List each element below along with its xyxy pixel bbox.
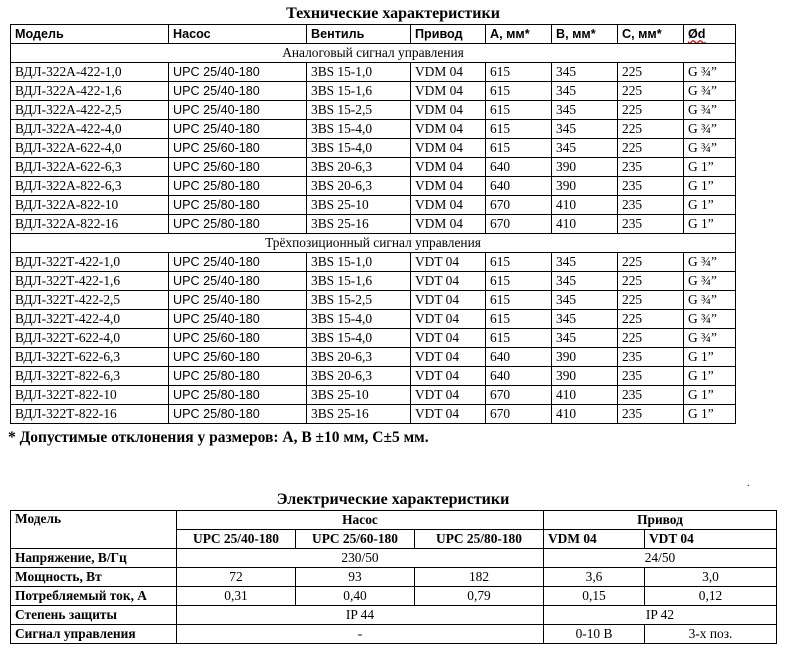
table-cell: UPC 25/60-180 <box>169 329 307 348</box>
table-cell: 235 <box>618 215 684 234</box>
table-cell: 3BS 20-6,3 <box>307 348 411 367</box>
table-cell: 345 <box>552 139 618 158</box>
table-cell: ВДЛ-322А-422-4,0 <box>11 120 169 139</box>
table-cell: UPC 25/80-180 <box>169 367 307 386</box>
table-cell: 410 <box>552 405 618 424</box>
table-cell: UPC 25/40-180 <box>169 291 307 310</box>
table-cell: 235 <box>618 386 684 405</box>
table-cell: 235 <box>618 367 684 386</box>
table-cell: 225 <box>618 139 684 158</box>
table-cell: 235 <box>618 405 684 424</box>
table-cell: VDT 04 <box>411 405 486 424</box>
elec-title: Электрические характеристики <box>276 491 510 508</box>
current-value: 0,79 <box>415 587 544 606</box>
table-cell: 615 <box>486 120 552 139</box>
col-od: Ød <box>684 25 736 44</box>
table-cell: VDT 04 <box>411 272 486 291</box>
table-cell: VDT 04 <box>411 253 486 272</box>
table-cell: 345 <box>552 329 618 348</box>
table-cell: VDM 04 <box>411 82 486 101</box>
table-row <box>11 139 736 158</box>
current-value: 0,31 <box>177 587 296 606</box>
section-label: Трёхпозиционный сигнал управления <box>11 234 736 253</box>
table-cell: ВДЛ-322А-622-4,0 <box>11 139 169 158</box>
table-cell: UPC 25/40-180 <box>169 101 307 120</box>
table-row <box>11 348 736 367</box>
voltage-label: Напряжение, В/Гц <box>11 549 177 568</box>
elec-pump-label: Насос <box>177 511 544 530</box>
table-cell: 615 <box>486 101 552 120</box>
table-cell: ВДЛ-322Т-822-6,3 <box>11 367 169 386</box>
table-cell: VDT 04 <box>411 310 486 329</box>
table-cell: 3BS 25-10 <box>307 196 411 215</box>
table-cell: 3BS 20-6,3 <box>307 158 411 177</box>
table-row <box>11 386 736 405</box>
signal-label: Сигнал управления <box>11 625 177 644</box>
col-drive: Привод <box>411 25 486 44</box>
table-cell: VDT 04 <box>411 367 486 386</box>
table-cell: 225 <box>618 82 684 101</box>
stray-mark: . <box>747 478 750 489</box>
table-cell: UPC 25/60-180 <box>169 348 307 367</box>
section-label: Аналоговый сигнал управления <box>11 44 736 63</box>
table-cell: 3BS 15-4,0 <box>307 310 411 329</box>
protection-label: Степень защиты <box>11 606 177 625</box>
signal-pump: - <box>177 625 544 644</box>
table-cell: G 1” <box>684 405 736 424</box>
voltage-drive: 24/50 <box>544 549 777 568</box>
table-cell: 615 <box>486 139 552 158</box>
elec-pump-3: UPC 25/80-180 <box>415 530 544 549</box>
table-cell: 670 <box>486 215 552 234</box>
table-cell: 670 <box>486 405 552 424</box>
table-cell: 390 <box>552 177 618 196</box>
elec-pump-2: UPC 25/60-180 <box>296 530 415 549</box>
power-row <box>11 568 777 587</box>
table-cell: 235 <box>618 348 684 367</box>
table-cell: G 1” <box>684 158 736 177</box>
table-cell: G ¾” <box>684 139 736 158</box>
table-cell: 640 <box>486 158 552 177</box>
table-cell: ВДЛ-322Т-422-1,0 <box>11 253 169 272</box>
table-cell: 3BS 15-4,0 <box>307 120 411 139</box>
tech-header-row <box>11 25 736 44</box>
table-cell: 410 <box>552 215 618 234</box>
table-cell: 345 <box>552 310 618 329</box>
table-cell: G ¾” <box>684 310 736 329</box>
table-cell: ВДЛ-322А-622-6,3 <box>11 158 169 177</box>
table-cell: ВДЛ-322Т-622-4,0 <box>11 329 169 348</box>
table-row <box>11 158 736 177</box>
table-cell: 390 <box>552 348 618 367</box>
table-row <box>11 196 736 215</box>
table-cell: G 1” <box>684 386 736 405</box>
table-cell: 225 <box>618 63 684 82</box>
table-cell: 410 <box>552 196 618 215</box>
table-cell: 225 <box>618 310 684 329</box>
table-cell: ВДЛ-322Т-622-6,3 <box>11 348 169 367</box>
table-row <box>11 215 736 234</box>
table-cell: VDM 04 <box>411 120 486 139</box>
col-pump: Насос <box>169 25 307 44</box>
table-cell: ВДЛ-322А-422-2,5 <box>11 101 169 120</box>
table-cell: VDM 04 <box>411 215 486 234</box>
elec-drive-2: VDT 04 <box>645 530 777 549</box>
protection-row <box>11 606 777 625</box>
power-value: 182 <box>415 568 544 587</box>
table-row <box>11 253 736 272</box>
table-cell: 3BS 15-4,0 <box>307 329 411 348</box>
table-cell: 225 <box>618 253 684 272</box>
table-row <box>11 405 736 424</box>
table-cell: VDT 04 <box>411 348 486 367</box>
table-cell: G ¾” <box>684 272 736 291</box>
table-cell: 640 <box>486 367 552 386</box>
table-cell: 615 <box>486 272 552 291</box>
current-label: Потребляемый ток, А <box>11 587 177 606</box>
table-cell: 3BS 15-1,6 <box>307 272 411 291</box>
table-cell: ВДЛ-322А-822-6,3 <box>11 177 169 196</box>
voltage-pump: 230/50 <box>177 549 544 568</box>
table-row <box>11 272 736 291</box>
table-cell: UPC 25/40-180 <box>169 120 307 139</box>
elec-drive-label: Привод <box>544 511 777 530</box>
table-row <box>11 310 736 329</box>
table-cell: VDM 04 <box>411 158 486 177</box>
table-cell: VDM 04 <box>411 101 486 120</box>
table-cell: 3BS 20-6,3 <box>307 367 411 386</box>
table-cell: 410 <box>552 386 618 405</box>
table-cell: 345 <box>552 291 618 310</box>
table-row <box>11 367 736 386</box>
table-cell: 640 <box>486 348 552 367</box>
table-cell: 615 <box>486 310 552 329</box>
table-cell: G ¾” <box>684 291 736 310</box>
table-cell: 345 <box>552 253 618 272</box>
table-cell: G 1” <box>684 177 736 196</box>
tech-table <box>10 24 736 424</box>
table-cell: 670 <box>486 196 552 215</box>
table-cell: G ¾” <box>684 120 736 139</box>
table-cell: 345 <box>552 82 618 101</box>
table-cell: UPC 25/40-180 <box>169 63 307 82</box>
table-cell: 3BS 15-4,0 <box>307 139 411 158</box>
table-cell: 345 <box>552 272 618 291</box>
table-cell: ВДЛ-322А-822-16 <box>11 215 169 234</box>
table-cell: 3BS 15-1,0 <box>307 63 411 82</box>
table-cell: UPC 25/60-180 <box>169 158 307 177</box>
table-cell: UPC 25/60-180 <box>169 139 307 158</box>
table-cell: 670 <box>486 386 552 405</box>
elec-pump-1: UPC 25/40-180 <box>177 530 296 549</box>
table-cell: 3BS 15-1,6 <box>307 82 411 101</box>
table-cell: VDM 04 <box>411 63 486 82</box>
table-cell: G ¾” <box>684 82 736 101</box>
table-cell: 3BS 25-10 <box>307 386 411 405</box>
table-cell: 615 <box>486 63 552 82</box>
table-cell: UPC 25/80-180 <box>169 386 307 405</box>
table-cell: 225 <box>618 101 684 120</box>
table-cell: VDT 04 <box>411 329 486 348</box>
table-cell: G 1” <box>684 367 736 386</box>
table-cell: G ¾” <box>684 253 736 272</box>
section-row <box>11 44 736 63</box>
table-cell: 615 <box>486 329 552 348</box>
table-cell: VDM 04 <box>411 177 486 196</box>
table-cell: 225 <box>618 291 684 310</box>
col-model: Модель <box>11 25 169 44</box>
table-row <box>11 291 736 310</box>
table-cell: 345 <box>552 120 618 139</box>
table-cell: G ¾” <box>684 329 736 348</box>
table-cell: G ¾” <box>684 101 736 120</box>
table-cell: ВДЛ-322А-422-1,6 <box>11 82 169 101</box>
table-cell: UPC 25/80-180 <box>169 177 307 196</box>
table-row <box>11 329 736 348</box>
table-row <box>11 101 736 120</box>
table-cell: 3BS 15-2,5 <box>307 291 411 310</box>
signal-row <box>11 625 777 644</box>
table-cell: VDM 04 <box>411 196 486 215</box>
table-cell: 235 <box>618 158 684 177</box>
table-cell: 615 <box>486 253 552 272</box>
voltage-row <box>11 549 777 568</box>
table-cell: 640 <box>486 177 552 196</box>
elec-header-row <box>11 511 777 530</box>
table-cell: ВДЛ-322Т-422-2,5 <box>11 291 169 310</box>
power-value: 93 <box>296 568 415 587</box>
table-cell: 225 <box>618 329 684 348</box>
table-cell: ВДЛ-322А-822-10 <box>11 196 169 215</box>
table-cell: 235 <box>618 196 684 215</box>
protection-pump: IP 44 <box>177 606 544 625</box>
table-cell: 3BS 15-2,5 <box>307 101 411 120</box>
table-cell: UPC 25/40-180 <box>169 253 307 272</box>
current-value: 0,40 <box>296 587 415 606</box>
table-cell: 3BS 25-16 <box>307 405 411 424</box>
power-label: Мощность, Вт <box>11 568 177 587</box>
table-cell: 225 <box>618 120 684 139</box>
col-a: А, мм* <box>486 25 552 44</box>
table-cell: 3BS 20-6,3 <box>307 177 411 196</box>
table-cell: ВДЛ-322А-422-1,0 <box>11 63 169 82</box>
table-cell: 345 <box>552 63 618 82</box>
signal-vdm: 0-10 В <box>544 625 645 644</box>
table-cell: 615 <box>486 291 552 310</box>
table-row <box>11 177 736 196</box>
tech-title: Технические характеристики <box>286 5 500 22</box>
table-row <box>11 82 736 101</box>
table-cell: G 1” <box>684 215 736 234</box>
table-cell: UPC 25/40-180 <box>169 82 307 101</box>
table-cell: 390 <box>552 367 618 386</box>
table-cell: ВДЛ-322Т-822-10 <box>11 386 169 405</box>
current-row <box>11 587 777 606</box>
signal-vdt: 3-х поз. <box>645 625 777 644</box>
table-cell: VDM 04 <box>411 139 486 158</box>
table-cell: UPC 25/40-180 <box>169 272 307 291</box>
table-cell: G 1” <box>684 196 736 215</box>
table-cell: UPC 25/40-180 <box>169 310 307 329</box>
table-cell: G 1” <box>684 348 736 367</box>
elec-table <box>10 510 777 644</box>
table-cell: 3BS 25-16 <box>307 215 411 234</box>
table-cell: UPC 25/80-180 <box>169 215 307 234</box>
table-cell: VDT 04 <box>411 386 486 405</box>
power-value: 72 <box>177 568 296 587</box>
current-value: 0,15 <box>544 587 645 606</box>
section-row <box>11 234 736 253</box>
table-cell: 225 <box>618 272 684 291</box>
elec-drive-1: VDM 04 <box>544 530 645 549</box>
col-b: В, мм* <box>552 25 618 44</box>
table-row <box>11 63 736 82</box>
protection-drive: IP 42 <box>544 606 777 625</box>
table-cell: 345 <box>552 101 618 120</box>
table-cell: 390 <box>552 158 618 177</box>
col-c: С, мм* <box>618 25 684 44</box>
table-cell: 3BS 15-1,0 <box>307 253 411 272</box>
current-value: 0,12 <box>645 587 777 606</box>
table-cell: ВДЛ-322Т-422-4,0 <box>11 310 169 329</box>
power-value: 3,6 <box>544 568 645 587</box>
power-value: 3,0 <box>645 568 777 587</box>
table-cell: 615 <box>486 82 552 101</box>
table-cell: VDT 04 <box>411 291 486 310</box>
table-cell: UPC 25/80-180 <box>169 405 307 424</box>
elec-model-label: Модель <box>11 511 177 549</box>
table-cell: 235 <box>618 177 684 196</box>
tolerance-note: * Допустимые отклонения у размеров: А, В ±10 мм, С±5 мм. <box>8 429 429 446</box>
table-cell: ВДЛ-322Т-422-1,6 <box>11 272 169 291</box>
col-valve: Вентиль <box>307 25 411 44</box>
table-row <box>11 120 736 139</box>
table-cell: ВДЛ-322Т-822-16 <box>11 405 169 424</box>
table-cell: UPC 25/80-180 <box>169 196 307 215</box>
table-cell: G ¾” <box>684 63 736 82</box>
